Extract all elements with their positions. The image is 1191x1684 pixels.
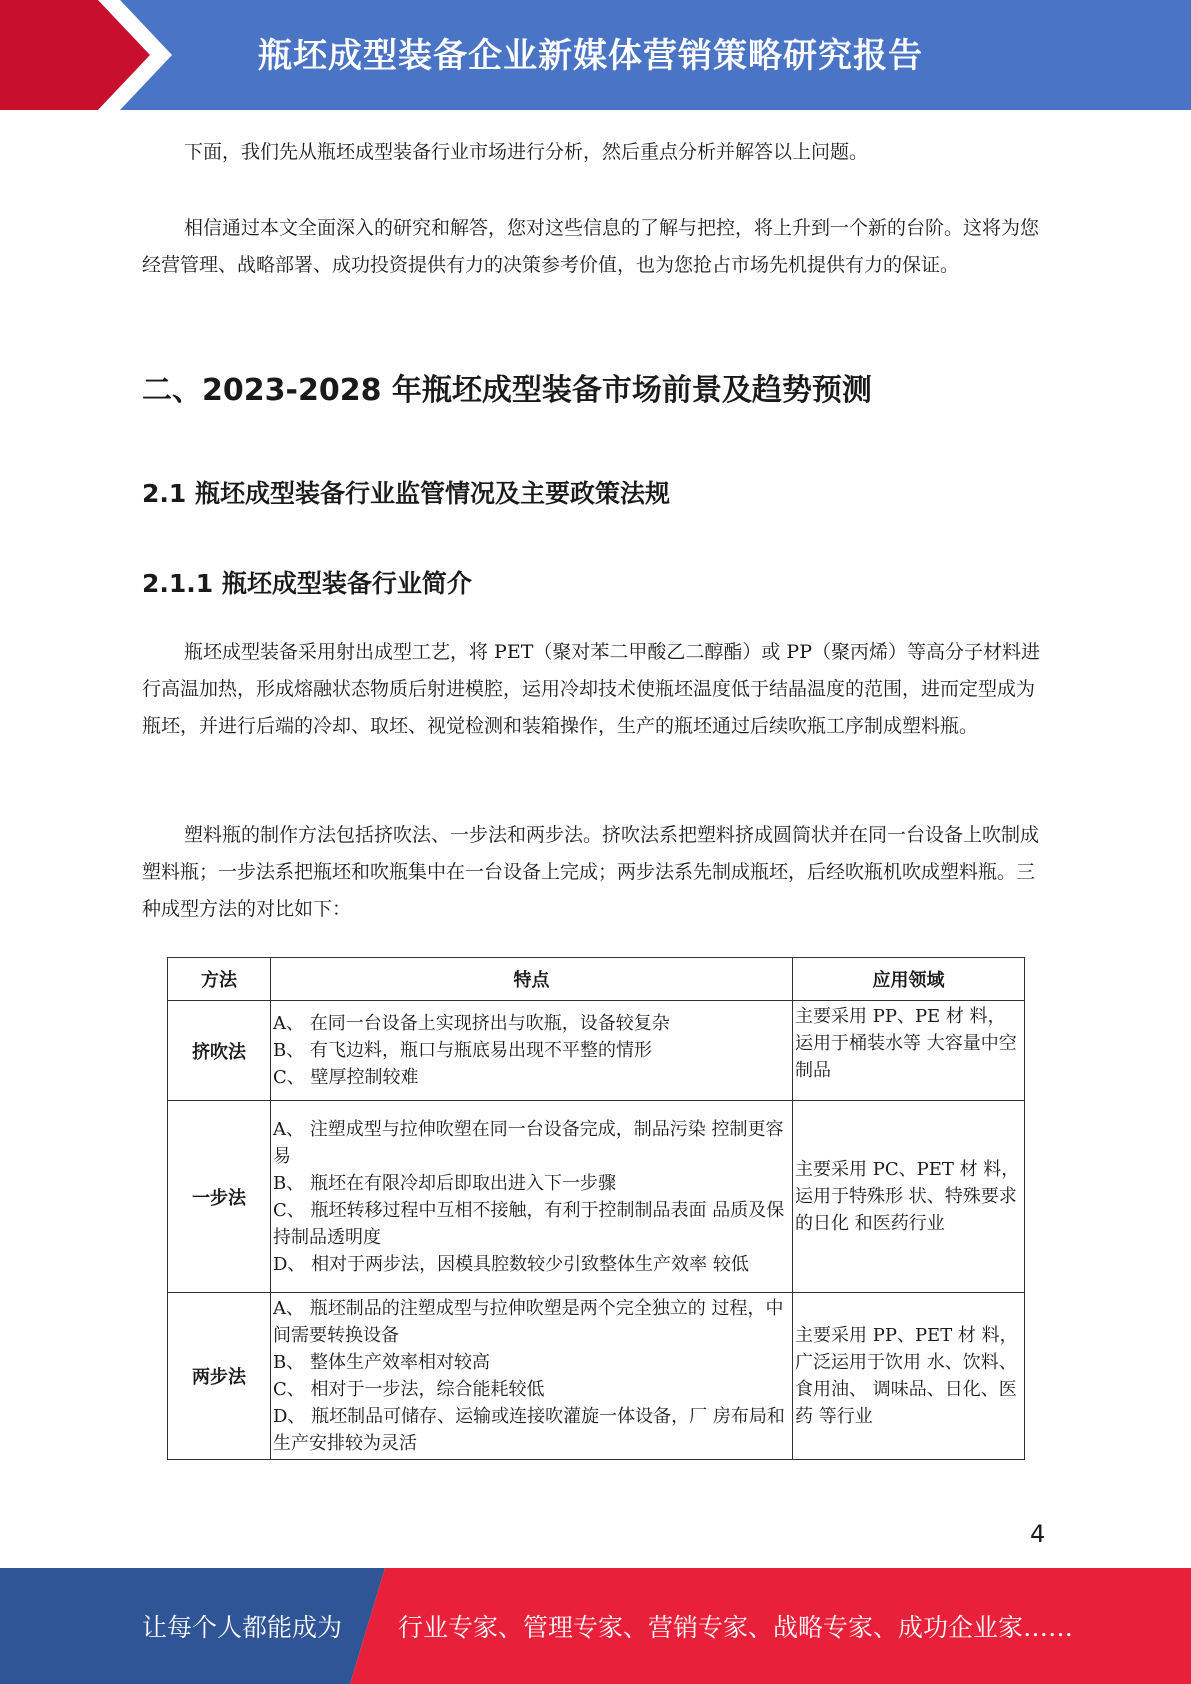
feature-item: D、 瓶坯制品可储存、运输或连接吹灌旋一体设备，厂 房布局和生产安排较为灵活	[273, 1406, 785, 1454]
application-cell: 主要采用 PC、PET 材 料，运用于特殊形 状、特殊要求的日化 和医药行业	[793, 1101, 1025, 1293]
features-cell	[271, 1101, 793, 1293]
page-header	[0, 0, 1191, 110]
application-cell: 主要采用 PP、PE 材 料，运用于桶装水等 大容量中空制品	[793, 1001, 1025, 1101]
features-cell	[271, 1293, 793, 1460]
table-row	[168, 1101, 1025, 1293]
feature-item: A、 注塑成型与拉伸吹塑在同一台设备完成，制品污染 控制更容易	[273, 1118, 784, 1167]
methods-comparison-table	[167, 957, 1025, 1460]
feature-item: A、 在同一台设备上实现挤出与吹瓶，设备较复杂	[273, 1013, 670, 1034]
feature-item: D、 相对于两步法，因模具腔数较少引致整体生产效率 较低	[273, 1253, 749, 1275]
table-row	[168, 1001, 1025, 1101]
feature-item: C、 相对于一步法，综合能耗较低	[273, 1379, 545, 1400]
method-cell: 挤吹法	[168, 1001, 271, 1101]
column-header-application: 应用领域	[793, 958, 1025, 1001]
page-footer	[0, 1568, 1191, 1684]
method-cell: 一步法	[168, 1101, 271, 1293]
feature-item: B、 瓶坯在有限冷却后即取出进入下一步骤	[273, 1172, 616, 1194]
feature-item: B、 有飞边料，瓶口与瓶底易出现不平整的情形	[273, 1040, 652, 1061]
column-header-features: 特点	[271, 958, 793, 1001]
feature-item: A、 瓶坯制品的注塑成型与拉伸吹塑是两个完全独立的 过程，中间需要转换设备	[273, 1298, 784, 1346]
footer-slogan-right: 行业专家、管理专家、营销专家、战略专家、成功企业家……	[398, 1613, 1074, 1642]
intro-paragraph: 下面，我们先从瓶坯成型装备行业市场进行分析，然后重点分析并解答以上问题。	[184, 141, 869, 163]
feature-item: C、 壁厚控制较难	[273, 1067, 419, 1088]
methods-paragraph: 塑料瓶的制作方法包括挤吹法、一步法和两步法。挤吹法系把塑料挤成圆筒状并在同一台设备上吹制成塑料瓶；一步法系把瓶坯和吹瓶集中在一台设备上完成；两步法系先制成瓶坯，后经吹瓶机吹成塑料瓶。三种成型方法的对比如下：	[142, 824, 1040, 920]
page-number: 4	[1030, 1520, 1046, 1548]
summary-paragraph: 相信通过本文全面深入的研究和解答，您对这些信息的了解与把控，将上升到一个新的台阶。这将为您经营管理、战略部署、成功投资提供有力的决策参考价值，也为您抢占市场先机提供有力的保证。	[142, 217, 1040, 276]
section-heading: 二、2023-2028 年瓶坯成型装备市场前景及趋势预测	[142, 373, 872, 408]
feature-item: B、 整体生产效率相对较高	[273, 1352, 490, 1373]
industry-intro-paragraph: 瓶坯成型装备采用射出成型工艺，将 PET（聚对苯二甲酸乙二醇酯）或 PP（聚丙烯）等高分子材料进行高温加热，形成熔融状态物质后射进模腔，运用冷却技术使瓶坯温度低于结晶温度的范围，进而定型成为瓶坯，并进行后端的冷却、取坯、视觉检测和装箱操作，生产的瓶坯通过后续吹瓶工序制成塑料瓶。	[142, 641, 1040, 737]
table-header-row	[168, 958, 1025, 1001]
application-cell: 主要采用 PP、PET 材 料，广泛运用于饮用 水、饮料、食用油、 调味品、日化、医药 等行业	[793, 1293, 1025, 1460]
features-cell	[271, 1001, 793, 1101]
report-title: 瓶坯成型装备企业新媒体营销策略研究报告	[258, 36, 923, 76]
column-header-method: 方法	[168, 958, 271, 1001]
footer-slogan-left: 让每个人都能成为	[142, 1613, 343, 1642]
feature-item: C、 瓶坯转移过程中互相不接触，有利于控制制品表面 品质及保持制品透明度	[273, 1199, 785, 1248]
method-cell: 两步法	[168, 1293, 271, 1460]
sub-subsection-heading: 2.1.1 瓶坯成型装备行业简介	[142, 569, 472, 598]
table-row	[168, 1293, 1025, 1460]
subsection-heading: 2.1 瓶坯成型装备行业监管情况及主要政策法规	[142, 479, 670, 508]
